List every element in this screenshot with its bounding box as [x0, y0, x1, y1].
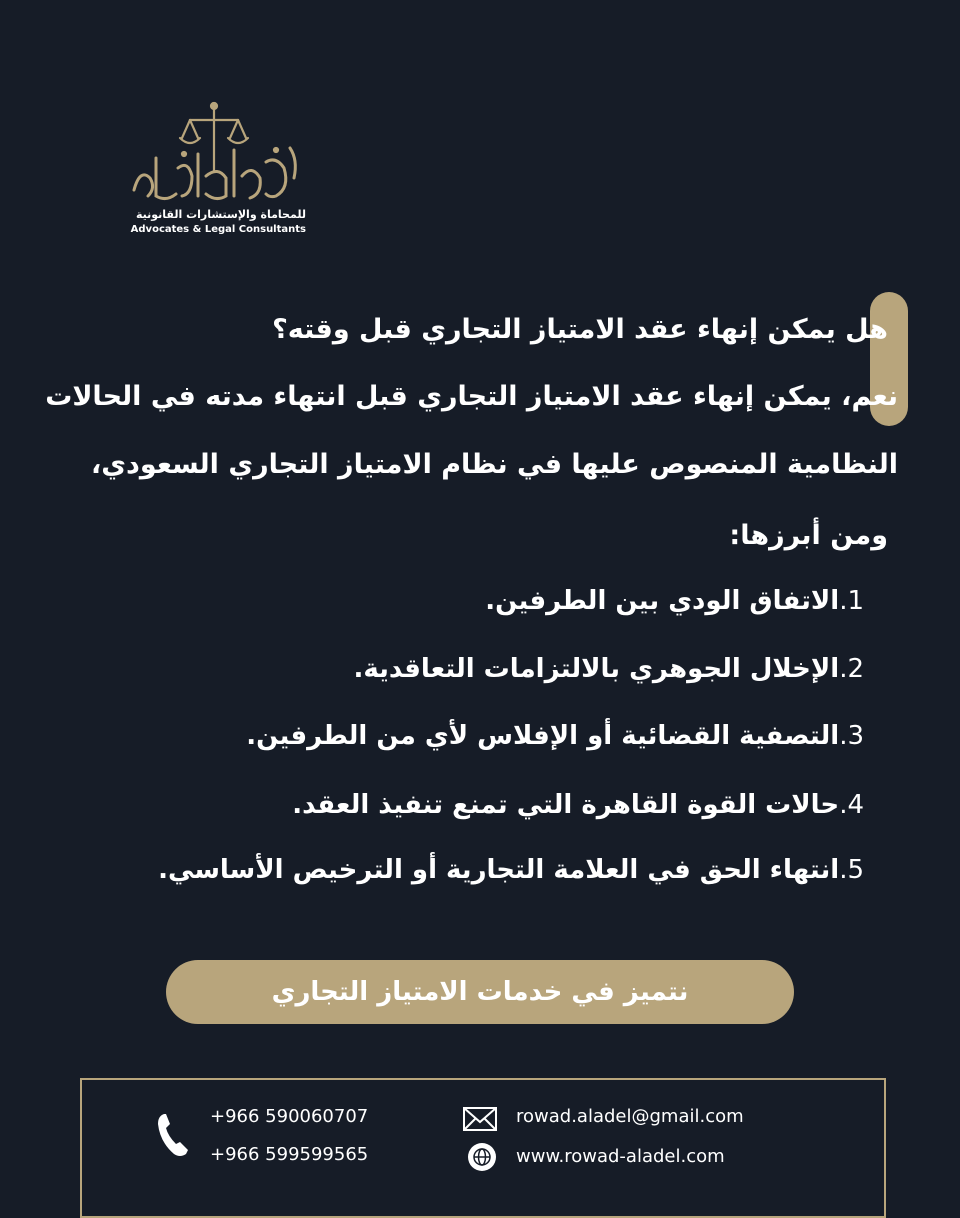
- question-heading: هل يمكن إنهاء عقد الامتياز التجاري قبل وقته؟: [272, 314, 888, 345]
- list-item: 3.التصفية القضائية أو الإفلاس لأي من الطرفين.: [246, 721, 864, 751]
- answer-line-3: ومن أبرزها:: [729, 520, 888, 551]
- list-item: 4.حالات القوة القاهرة التي تمنع تنفيذ العقد.: [292, 790, 864, 820]
- website-link[interactable]: www.rowad-aladel.com: [516, 1146, 725, 1167]
- services-cta-button[interactable]: نتميز في خدمات الامتياز التجاري: [166, 960, 794, 1024]
- globe-icon: [467, 1142, 497, 1172]
- phone-icon: [156, 1110, 192, 1160]
- phone-number-2[interactable]: +966 599599565: [210, 1144, 369, 1165]
- scales-of-justice-logo-icon: [126, 98, 306, 210]
- list-item: 5.انتهاء الحق في العلامة التجارية أو الترخيص الأساسي.: [158, 855, 864, 885]
- list-item: 1.الاتفاق الودي بين الطرفين.: [485, 586, 864, 616]
- email-link[interactable]: rowad.aladel@gmail.com: [516, 1106, 744, 1127]
- logo-subtitle-english: Advocates & Legal Consultants: [130, 224, 306, 235]
- phone-number-1[interactable]: +966 590060707: [210, 1106, 369, 1127]
- logo-subtitle-arabic: للمحاماة والإستشارات القانونية: [135, 208, 306, 221]
- list-item: 2.الإخلال الجوهري بالالتزامات التعاقدية.: [353, 654, 864, 684]
- answer-line-2: النظامية المنصوص عليها في نظام الامتياز التجاري السعودي،: [91, 449, 898, 480]
- contact-footer: [80, 1078, 886, 1218]
- mail-icon: [462, 1106, 498, 1132]
- answer-line-1: نعم، يمكن إنهاء عقد الامتياز التجاري قبل انتهاء مدته في الحالات: [45, 381, 898, 412]
